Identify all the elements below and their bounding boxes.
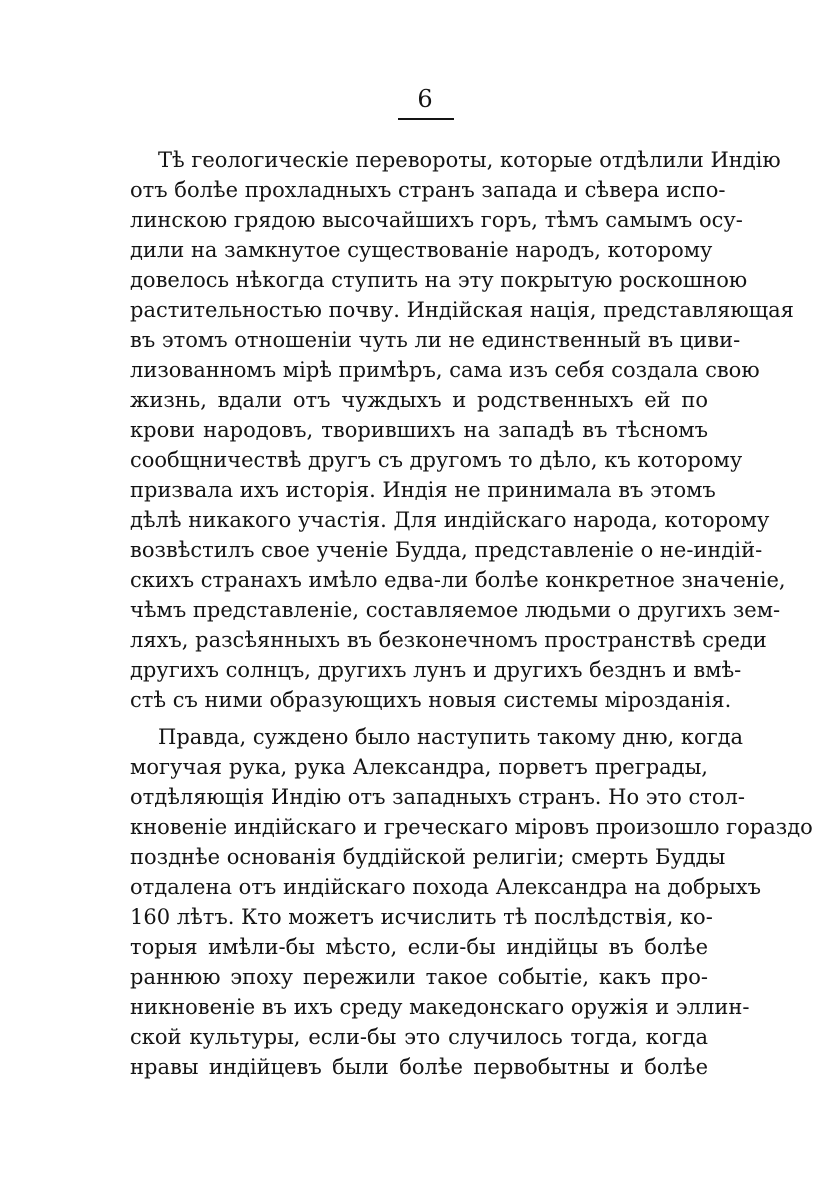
text-line: крови народовъ, творившихъ на западѣ въ тѣсномъ <box>130 418 708 442</box>
text-line: ляхъ, разсѣянныхъ въ безконечномъ пространствѣ среди <box>130 628 767 652</box>
text-line: 160 лѣтъ. Кто можетъ исчислить тѣ послѣдствія, ко- <box>130 905 713 929</box>
text-line: дѣлѣ никакого участія. Для индійскаго народа, которому <box>130 508 770 532</box>
text-line: Тѣ геологическіе перевороты, которые отдѣлили Индію <box>158 148 781 172</box>
text-line: призвала ихъ исторія. Индія не принимала въ этомъ <box>130 478 716 502</box>
text-line: довелось нѣкогда ступить на эту покрытую роскошною <box>130 268 748 292</box>
text-line: отъ болѣе прохладныхъ странъ запада и сѣвера испо- <box>130 178 726 202</box>
text-line: ской культуры, если-бы это случилось тогда, когда <box>130 1025 708 1049</box>
text-line: сообщничествѣ другъ съ другомъ то дѣло, къ которому <box>130 448 743 472</box>
text-line: дили на замкнутое существованіе народъ, которому <box>130 238 713 262</box>
text-line: кновеніе индійскаго и греческаго міровъ произошло гораздо <box>130 815 813 839</box>
text-line: могучая рука, рука Александра, порветъ преграды, <box>130 755 708 779</box>
text-line: растительностью почву. Индійская нація, представляющая <box>130 298 794 322</box>
page-number: 6 <box>417 85 433 113</box>
text-line: лизованномъ мірѣ примѣръ, сама изъ себя создала свою <box>130 358 760 382</box>
text-line: стѣ съ ними образующихъ новыя системы мірозданія. <box>130 688 732 712</box>
text-line: отдѣляющія Индію отъ западныхъ странъ. Но это стол- <box>130 785 745 809</box>
text-line: чѣмъ представленіе, составляемое людьми о другихъ зем- <box>130 598 781 622</box>
text-line: раннюю эпоху пережили такое событіе, какъ про- <box>130 965 708 989</box>
text-line: скихъ странахъ имѣло едва-ли болѣе конкретное значеніе, <box>130 568 786 592</box>
text-line: отдалена отъ индійскаго похода Александра на добрыхъ <box>130 875 761 899</box>
text-line: торыя имѣли-бы мѣсто, если-бы индійцы въ болѣе <box>130 935 708 959</box>
text-line: никновеніе въ ихъ среду македонскаго оружія и эллин- <box>130 995 750 1019</box>
text-line: линскою грядою высочайшихъ горъ, тѣмъ самымъ осу- <box>130 208 743 232</box>
page-number-rule <box>398 118 454 120</box>
text-line: возвѣстилъ свое ученіе Будда, представленіе о не-индій- <box>130 538 763 562</box>
text-line: въ этомъ отношеніи чуть ли не единственный въ циви- <box>130 328 741 352</box>
text-line: Правда, суждено было наступить такому дню, когда <box>158 725 744 749</box>
text-line: нравы индійцевъ были болѣе первобытны и болѣе <box>130 1055 708 1079</box>
text-line: позднѣе основанія буддійской религіи; смерть Будды <box>130 845 726 869</box>
text-line: жизнь, вдали отъ чуждыхъ и родственныхъ ей по <box>130 388 708 412</box>
text-line: другихъ солнцъ, другихъ лунъ и другихъ безднъ и вмѣ- <box>130 658 742 682</box>
